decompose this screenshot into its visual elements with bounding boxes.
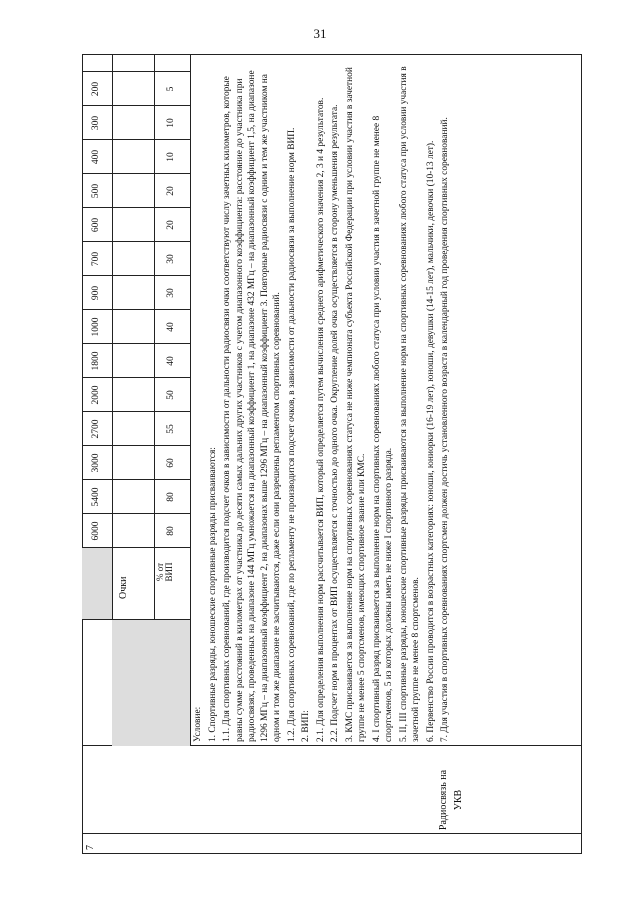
percent-cell: 50 <box>166 390 177 400</box>
conditions-text <box>192 62 454 742</box>
condition-line: 7. Для участия в спортивных соревнованиях спортсмен должен достичь установленного возраста в календарный год проведения спортивных соревнований. <box>440 117 450 742</box>
percent-cell: 80 <box>166 492 177 502</box>
points-cell: 300 <box>91 115 102 131</box>
points-cell: 1800 <box>91 351 102 371</box>
points-header: Очки <box>118 576 129 599</box>
percent-header-line: % от <box>155 562 165 582</box>
percent-cell: 55 <box>166 424 177 434</box>
percent-cell: 40 <box>166 322 177 332</box>
page-number: 31 <box>313 26 327 41</box>
points-cell: 400 <box>91 149 102 165</box>
percent-cell: 5 <box>166 86 177 92</box>
points-cell: 1000 <box>91 317 102 337</box>
points-cell: 900 <box>91 285 102 301</box>
sport-name-line: Радиосвязь на <box>438 769 449 831</box>
condition-line: 2. ВИП: <box>301 710 311 742</box>
condition-line: 3. КМС присваивается за выполнение норм на спортивных соревнованиях статуса не ниже чемпионата субъекта Российской Федерации при условии участия в зачетной группе не менее 5 спортсменов, имеющих спортивное звание или КМС. <box>344 67 367 742</box>
condition-line: 1.2. Для спортивных соревнований, где по регламенту не производится подсчет очков, в зависимости от дальности радиосвязи за выполнение норм ВИП. <box>286 127 297 742</box>
percent-header-line: ВИП <box>164 562 175 582</box>
condition-line: Условие: <box>193 706 203 742</box>
condition-line: 2.1. Для определения выполнения норм рассчитывается ВИП, который определяется путем вычисления среднего арифметического значения 2, 3 и 4 результатов. <box>315 97 326 742</box>
points-cell: 500 <box>91 183 102 199</box>
sport-name-line: УКВ <box>452 789 464 811</box>
points-cell: 6000 <box>91 521 102 541</box>
condition-line: 6. Первенство России проводится в возрастных категориях: юноши, юниорки (16-19 лет), юноши, девушки (14-15 лет), мальчики, девочки (10-13 лет). <box>425 140 436 742</box>
points-cell: 200 <box>91 81 102 97</box>
percent-cell: 10 <box>166 118 177 128</box>
percent-cell: 30 <box>166 288 177 298</box>
percent-cell: 10 <box>166 152 177 162</box>
percent-cell: 20 <box>166 220 177 230</box>
rotated-table <box>82 54 582 854</box>
row-number: 7 <box>85 845 96 850</box>
percent-header <box>156 552 175 592</box>
percent-cell: 30 <box>166 254 177 264</box>
condition-line: 1. Спортивные разряды, юношеские спортивные разряды присваиваются: <box>207 447 218 742</box>
condition-line: 4. I спортивный разряд присваивается за выполнение норм на спортивных соревнованиях любого статуса при условии участия в зачетной группе не менее 8 спортсменов, 5 из которых должны иметь не ниже I спортивного разряда. <box>371 115 394 742</box>
percent-cell: 80 <box>166 526 177 536</box>
divider <box>190 54 191 746</box>
percent-cell: 40 <box>166 356 177 366</box>
header-shade <box>82 548 112 620</box>
points-cell: 700 <box>91 251 102 267</box>
points-cell: 5400 <box>91 487 102 507</box>
header-shade <box>112 620 190 746</box>
points-cell: 600 <box>91 217 102 233</box>
percent-cell: 60 <box>166 458 177 468</box>
points-cell: 2000 <box>91 385 102 405</box>
divider <box>82 619 190 620</box>
points-cell: 2700 <box>91 419 102 439</box>
sport-name <box>437 746 466 854</box>
condition-line: 1.1. Для спортивных соревнований, где производится подсчет очков в зависимости от дальности радиосвязи очки соответствуют числу зачетных километров, которые равны сумме расстояний в километрах от участника до десяти самых дальних других участников с учетом диапазонного коэффициента: расстояние до участника при радиосвязях, проведенных на диапазоне 144 МГц умножается на диапазонный коэффициент 1, на диапазоне 432 МГц – на диапазонный коэффициент 1,5, на диапазоне 1296 МГц – на диапазонный коэффициент 2, на диапазонах выше 1296 МГц – на диапазонный коэффициент 3. Повторные радиосвязи с одним и тем же участником на одном и том же диапазоне не засчитываются, даже если они разрешены регламентом спортивных соревнований. <box>222 70 282 742</box>
condition-line: 2.2. Подсчет норм в процентах от ВИП осуществляется с точностью до одного очка. Округление долей очка осуществляется в сторону уменьшения результата. <box>330 104 340 742</box>
percent-cell: 20 <box>166 186 177 196</box>
points-cell: 3000 <box>91 453 102 473</box>
divider <box>82 833 582 834</box>
condition-line: 5. II, III спортивные разряды, юношеские спортивные разряды присваиваются за выполнение норм на спортивных соревнованиях любого статуса при условии участия в зачетной группе не менее 8 спортсменов. <box>398 66 421 742</box>
